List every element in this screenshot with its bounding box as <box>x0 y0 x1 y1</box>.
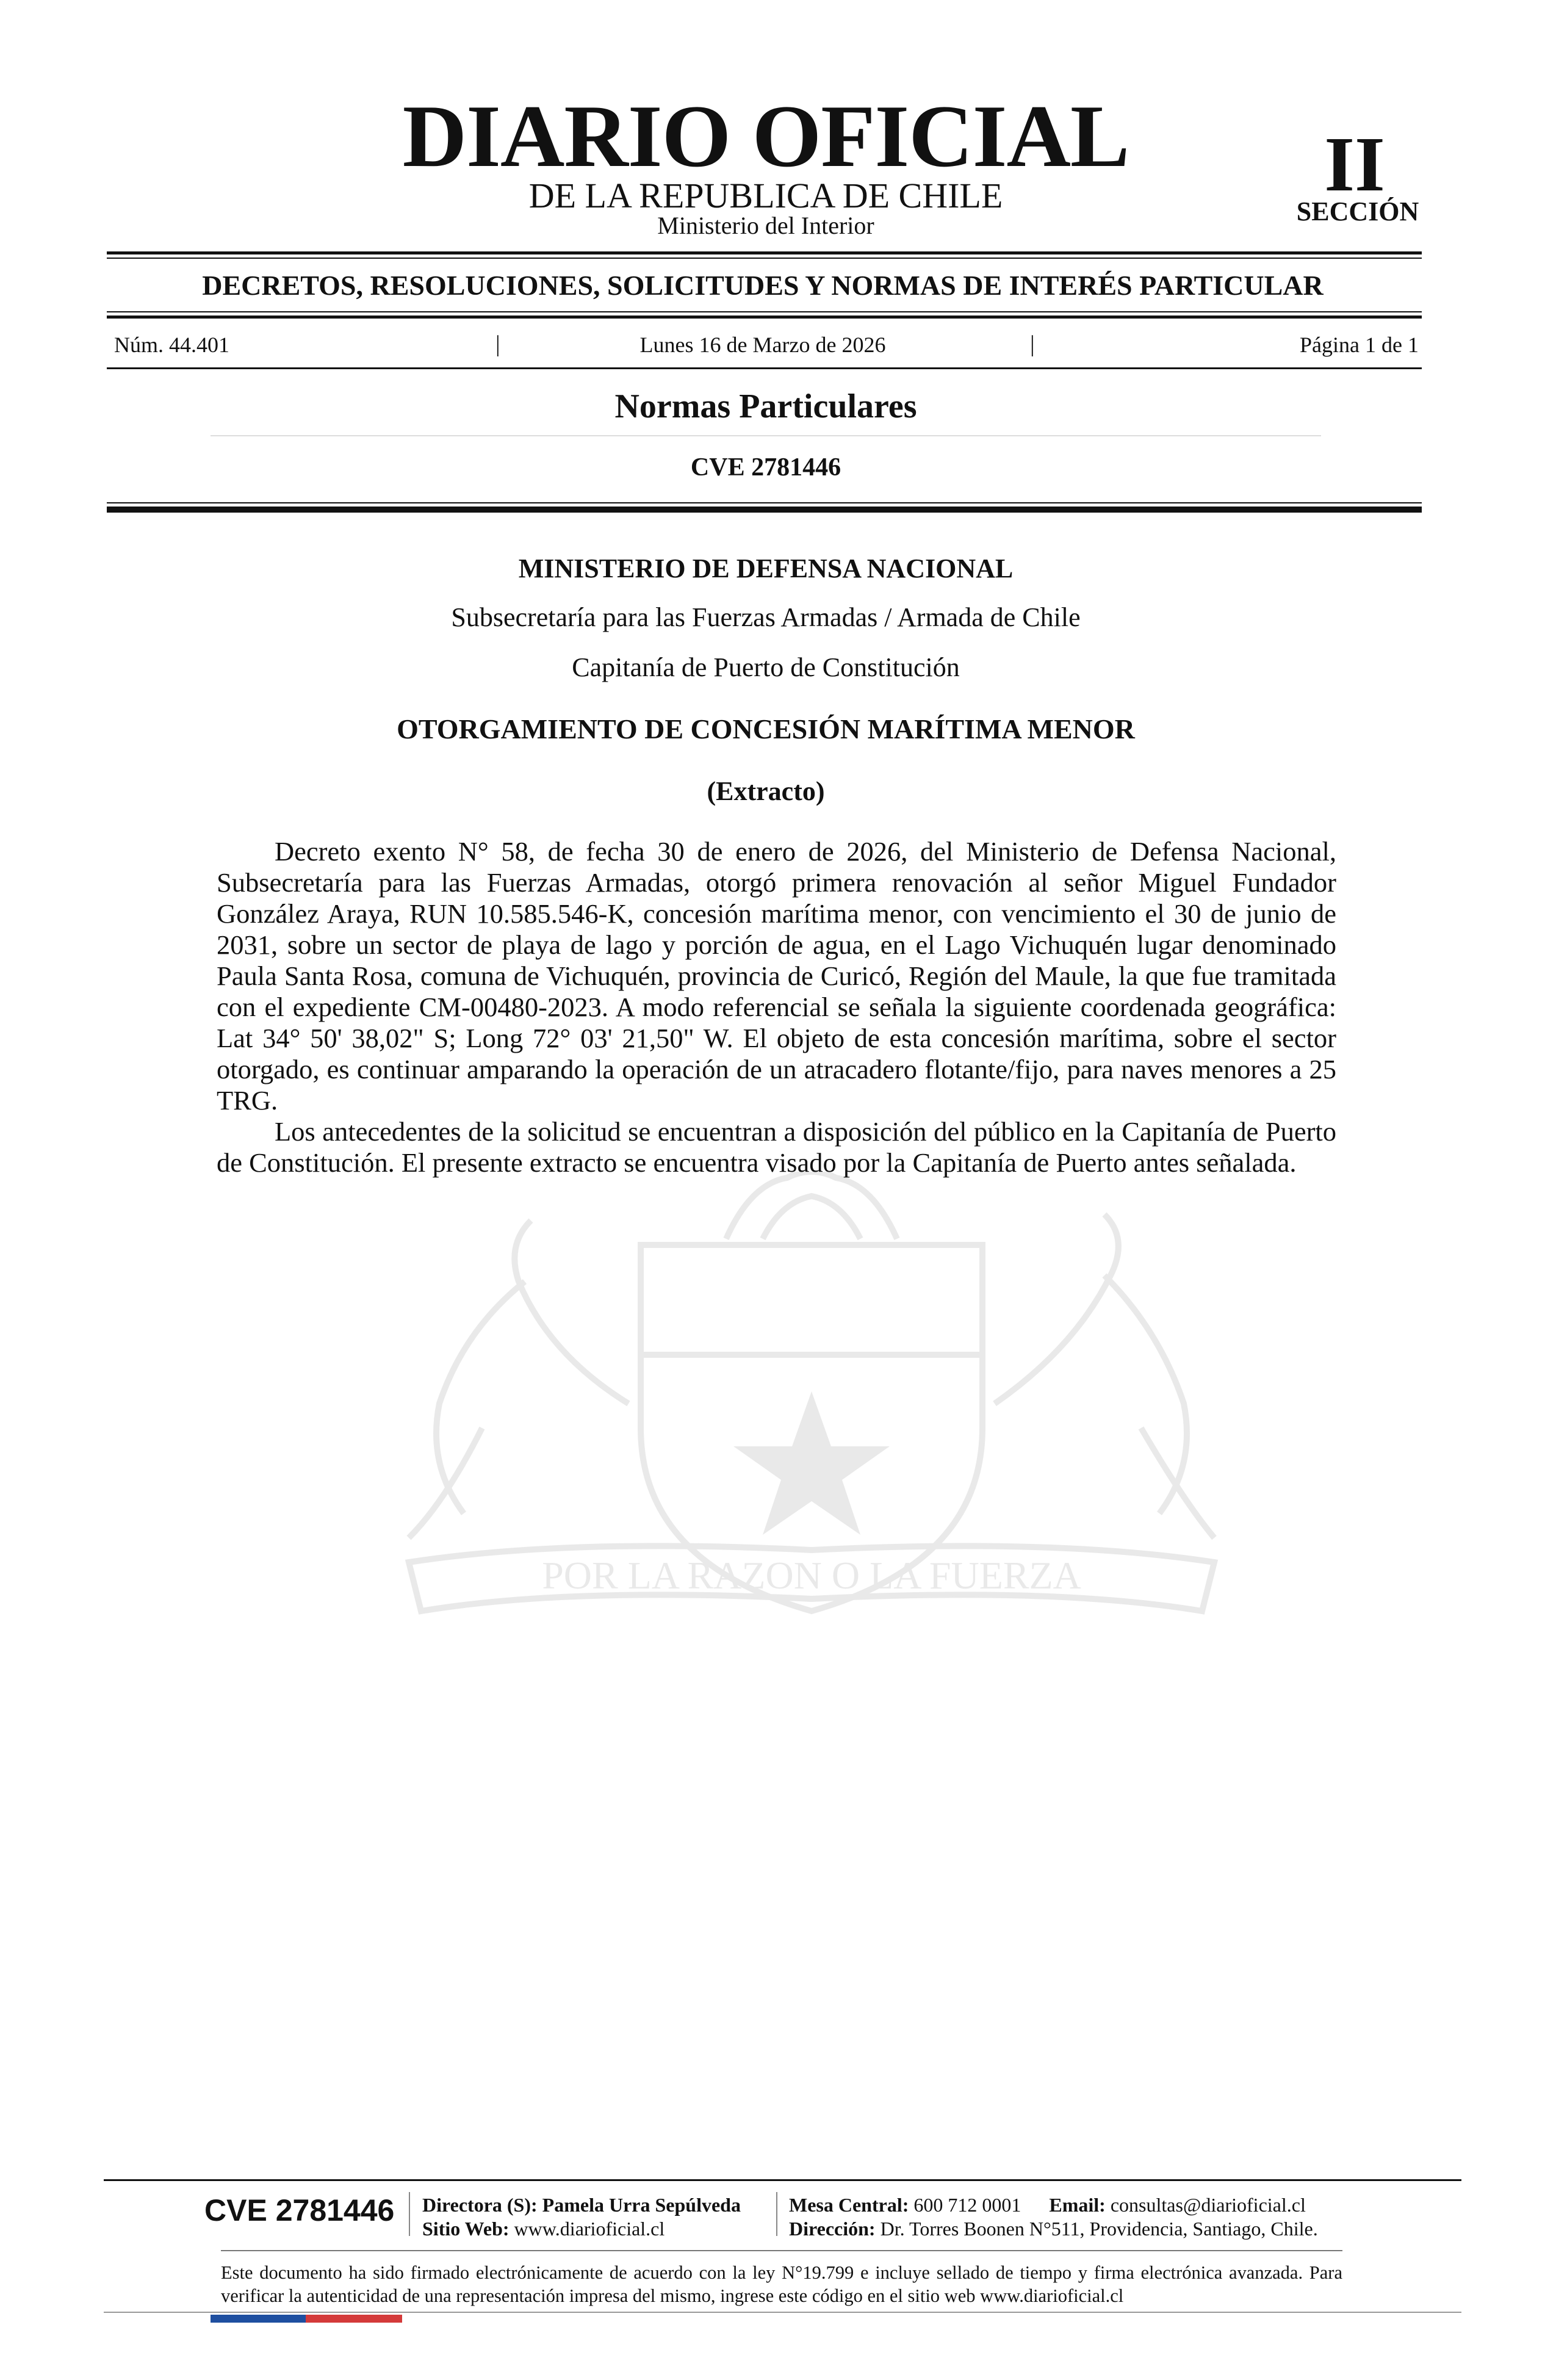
office-line: Capitanía de Puerto de Constitución <box>572 652 960 682</box>
website-line <box>422 2219 665 2238</box>
footer-cve-code: CVE 2781446 <box>204 2193 395 2227</box>
signature-notice-text: Este documento ha sido firmado electrónicamente de acuerdo con la ley N°19.799 e incluye sellado de tiempo y firma electrónica avanzada. Para verificar la autenticidad de una representación impresa del mismo, ingrese este código en el sitio web www.diarioficial.cl <box>221 2262 1342 2306</box>
watermark-motto: POR LA RAZON O LA FUERZA <box>542 1554 1081 1597</box>
body-paragraph: Decreto exento N° 58, de fecha 30 de enero de 2026, del Ministerio de Defensa Nacional, Subsecretaría para las Fuerzas Armadas, otorgó primera renovación al señor Miguel Fundador González Araya, RUN 10.585.546-K, concesión marítima menor, con vencimiento el 30 de junio de 2031, sobre un sector de playa de lago y porción de agua, en el Lago Vichuquén lugar denominado Paula Santa Rosa, comuna de Vichuquén, provincia de Curicó, Región del Maule, la que fue tramitada con el expediente CM-00480-2023. A modo referencial se señala la siguiente coordenada geográfica: Lat 34° 50' 38,02" S; Long 72° 03' 21,50" W. El objeto de esta concesión marítima, sobre el sector otorgado, es continuar amparando la operación de un atracadero flotante/fijo, para naves menores a 25 TRG. <box>217 836 1336 1116</box>
footer-separator <box>776 2192 777 2236</box>
issue-date: Lunes 16 de Marzo de 2026 <box>639 333 886 357</box>
body-paragraph: Los antecedentes de la solicitud se encuentran a disposición del público en la Capitanía de Puerto de Constitución. El presente extracto se encuentra visado por la Capitanía de Puerto antes señalada. <box>217 1116 1336 1178</box>
category-rule-top <box>107 311 1422 312</box>
director-name: Pamela Urra Sepúlveda <box>542 2194 741 2216</box>
masthead-rule-bottom <box>107 258 1422 259</box>
info-rule <box>107 367 1422 369</box>
newspaper-title: DIARIO OFICIAL <box>402 87 1129 186</box>
ministry-label: Ministerio del Interior <box>657 212 874 239</box>
section-divider <box>211 435 1321 436</box>
info-separator: | <box>495 331 500 357</box>
document-body <box>217 836 1336 1178</box>
section-number: II <box>1324 121 1385 207</box>
header-rule-thick <box>107 507 1422 513</box>
phone-number: 600 712 0001 <box>913 2194 1021 2216</box>
page-indicator: Página 1 de 1 <box>1300 333 1419 357</box>
info-separator: | <box>1030 331 1035 357</box>
section-label: SECCIÓN <box>1296 197 1419 226</box>
website-link[interactable]: www.diarioficial.cl <box>514 2218 665 2240</box>
website-label: Sitio Web: <box>422 2218 510 2240</box>
signature-notice <box>221 2261 1342 2307</box>
footer-rule-middle <box>221 2250 1342 2251</box>
phone-label: Mesa Central: <box>789 2194 909 2216</box>
header-rule-thin <box>107 502 1422 503</box>
address-label: Dirección: <box>789 2218 876 2240</box>
category-rule-bottom <box>107 316 1422 319</box>
category-heading: DECRETOS, RESOLUCIONES, SOLICITUDES Y NORMAS DE INTERÉS PARTICULAR <box>202 270 1324 301</box>
flag-stripe-blue <box>211 2315 306 2323</box>
address-line <box>789 2219 1318 2238</box>
contact-line <box>789 2195 1306 2215</box>
footer-rule-top <box>104 2179 1461 2181</box>
masthead-rule-top <box>107 251 1422 254</box>
document-title: OTORGAMIENTO DE CONCESIÓN MARÍTIMA MENOR <box>397 713 1135 745</box>
director-label: Directora (S): <box>422 2194 538 2216</box>
flag-stripe-red <box>306 2315 402 2323</box>
footer-separator <box>409 2192 410 2236</box>
coat-of-arms-watermark <box>262 1172 1361 1678</box>
newspaper-subtitle: DE LA REPUBLICA DE CHILE <box>528 176 1003 215</box>
subsecretariat-line: Subsecretaría para las Fuerzas Armadas / Armada de Chile <box>451 602 1081 632</box>
section-title: Normas Particulares <box>614 388 917 425</box>
address-text: Dr. Torres Boonen N°511, Providencia, Santiago, Chile. <box>880 2218 1318 2240</box>
email-label: Email: <box>1049 2194 1106 2216</box>
footer-rule-bottom <box>104 2312 1461 2313</box>
organization-heading: MINISTERIO DE DEFENSA NACIONAL <box>518 554 1014 583</box>
cve-code: CVE 2781446 <box>690 453 841 481</box>
document-subtitle: (Extracto) <box>707 776 825 806</box>
email-link[interactable]: consultas@diarioficial.cl <box>1110 2194 1306 2216</box>
issue-number: Núm. 44.401 <box>114 333 229 357</box>
director-line <box>422 2195 741 2215</box>
